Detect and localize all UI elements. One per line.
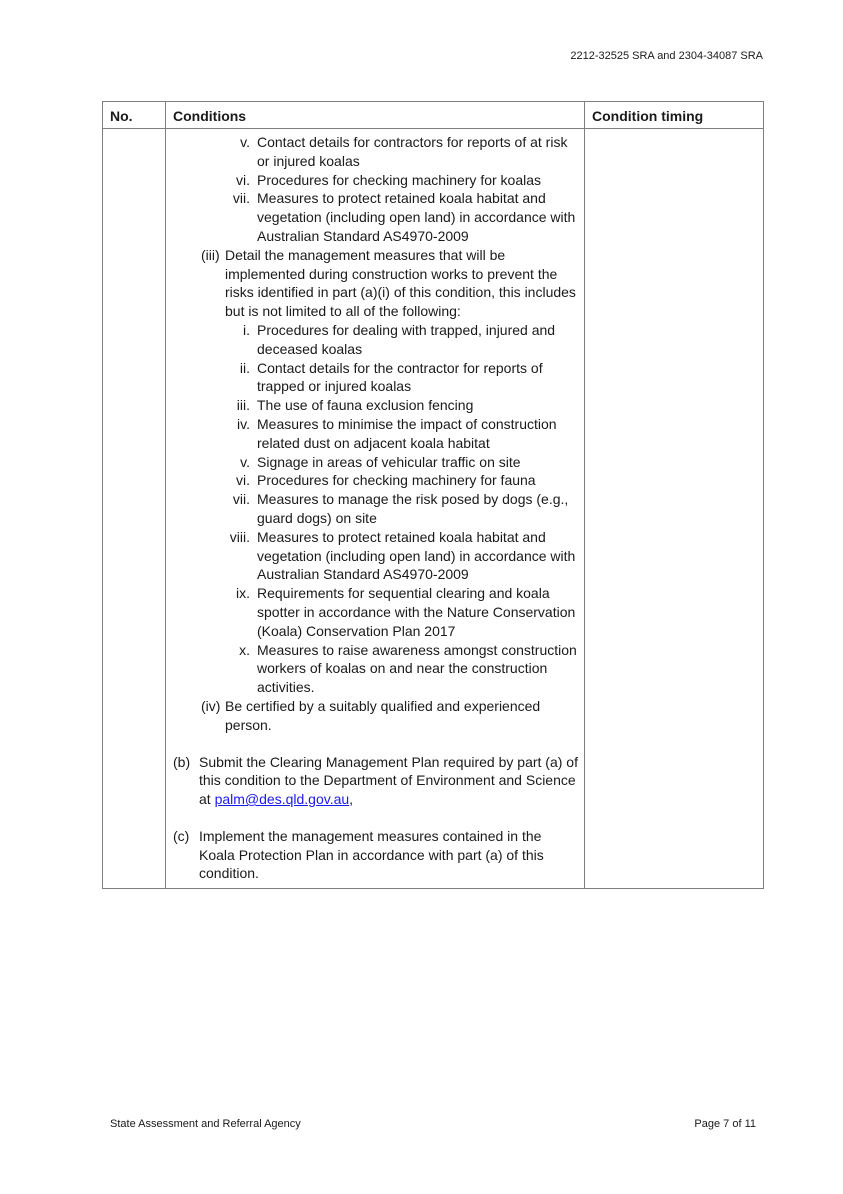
list-item-label: v.	[240, 453, 250, 470]
list-item-label: iv.	[237, 415, 250, 432]
list-item-text: Detail the management measures that will be implemented during construction works to prevent the risks identified in part (a)(i) of this condition, this includes but is not limited to all of the following:	[225, 246, 576, 320]
list-item-text: Requirements for sequential clearing and koala spotter in accordance with the Nature Conservation (Koala) Conservation Plan 2017	[257, 585, 576, 639]
email-link[interactable]: palm@des.qld.gov.au	[214, 791, 350, 808]
list-item-text: Procedures for checking machinery for fauna	[257, 472, 536, 489]
list-item-iii	[173, 246, 578, 321]
spacer	[173, 809, 578, 827]
list-item-text: Procedures for dealing with trapped, injured and deceased koalas	[257, 321, 556, 357]
list-item	[173, 321, 578, 359]
column-header-conditions: Conditions	[166, 102, 585, 129]
list-item-label: ix.	[236, 585, 250, 602]
column-header-timing: Condition timing	[585, 102, 764, 129]
list-item-label: vi.	[236, 472, 250, 489]
list-item-text: Contact details for the contractor for reports of trapped or injured koalas	[257, 359, 543, 395]
list-item-text: Measures to manage the risk posed by dogs (e.g., guard dogs) on site	[257, 491, 569, 526]
footer-agency: State Assessment and Referral Agency	[110, 1118, 301, 1130]
list-item-label: vii.	[232, 491, 250, 508]
list-item-text: Procedures for checking machinery for koalas	[257, 171, 542, 188]
list-item-b	[173, 753, 578, 809]
submission-text: Submit the Clearing Management Plan required by part (a) of this condition to the Department of Environment and Science at	[199, 753, 578, 808]
list-item-text: Measures to minimise the impact of construction related dust on adjacent koala habitat	[257, 415, 557, 451]
list-item-label: vi.	[236, 171, 250, 188]
list-item-text: Measures to raise awareness amongst construction workers of koalas on and near the construction activities.	[257, 641, 577, 696]
list-item-text: Be certified by a suitably qualified and experienced person.	[225, 697, 541, 733]
list-item-text: Signage in areas of vehicular traffic on site	[257, 453, 521, 470]
list-item-iv	[173, 697, 578, 735]
list-item	[173, 171, 578, 190]
list-item-text: Contact details for contractors for reports of at risk or injured koalas	[257, 134, 568, 169]
spacer	[173, 735, 578, 753]
document-reference: 2212-32525 SRA and 2304-34087 SRA	[570, 50, 763, 62]
condition-number-cell	[103, 129, 166, 889]
list-item-label: (iii)	[201, 246, 220, 263]
list-item	[173, 189, 578, 245]
list-item-label: vii.	[232, 190, 250, 207]
list-item	[173, 453, 578, 472]
list-item-text	[199, 753, 578, 809]
condition-timing-cell	[585, 129, 764, 889]
list-item	[173, 396, 578, 415]
list-item-text: Measures to protect retained koala habitat and vegetation (including open land) in accordance with Australian Standard AS4970-2009	[257, 528, 576, 583]
footer-page-number: Page 7 of 11	[694, 1118, 756, 1130]
list-item	[173, 415, 578, 453]
list-item	[173, 641, 578, 697]
list-item-label: (c)	[173, 827, 190, 844]
table-row	[103, 129, 764, 889]
list-item-label: v.	[240, 134, 250, 150]
list-item	[173, 359, 578, 397]
list-item-label: (iv)	[201, 697, 221, 714]
list-item	[173, 528, 578, 584]
list-item-text: Measures to protect retained koala habitat and vegetation (including open land) in accordance with Australian Standard AS4970-2009	[257, 190, 576, 244]
table-header-row	[103, 102, 764, 129]
column-header-no: No.	[103, 102, 166, 129]
conditions-table	[102, 101, 764, 889]
list-item-text: The use of fauna exclusion fencing	[257, 397, 474, 414]
trailing-punctuation: ,	[349, 791, 354, 808]
list-item-label: (b)	[173, 753, 191, 770]
list-item-text: Implement the management measures contained in the Koala Protection Plan in accordance with part (a) of this condition.	[199, 827, 544, 882]
list-item-label: iii.	[236, 397, 250, 414]
list-item-label: ii.	[239, 359, 250, 376]
list-item	[173, 471, 578, 490]
list-item-label: viii.	[229, 528, 250, 545]
list-item	[173, 490, 578, 528]
list-item	[173, 584, 578, 640]
list-item	[173, 133, 578, 171]
list-item-label: i.	[243, 321, 250, 338]
conditions-cell	[166, 129, 585, 889]
list-item-c	[173, 827, 578, 883]
list-item-label: x.	[239, 641, 250, 658]
